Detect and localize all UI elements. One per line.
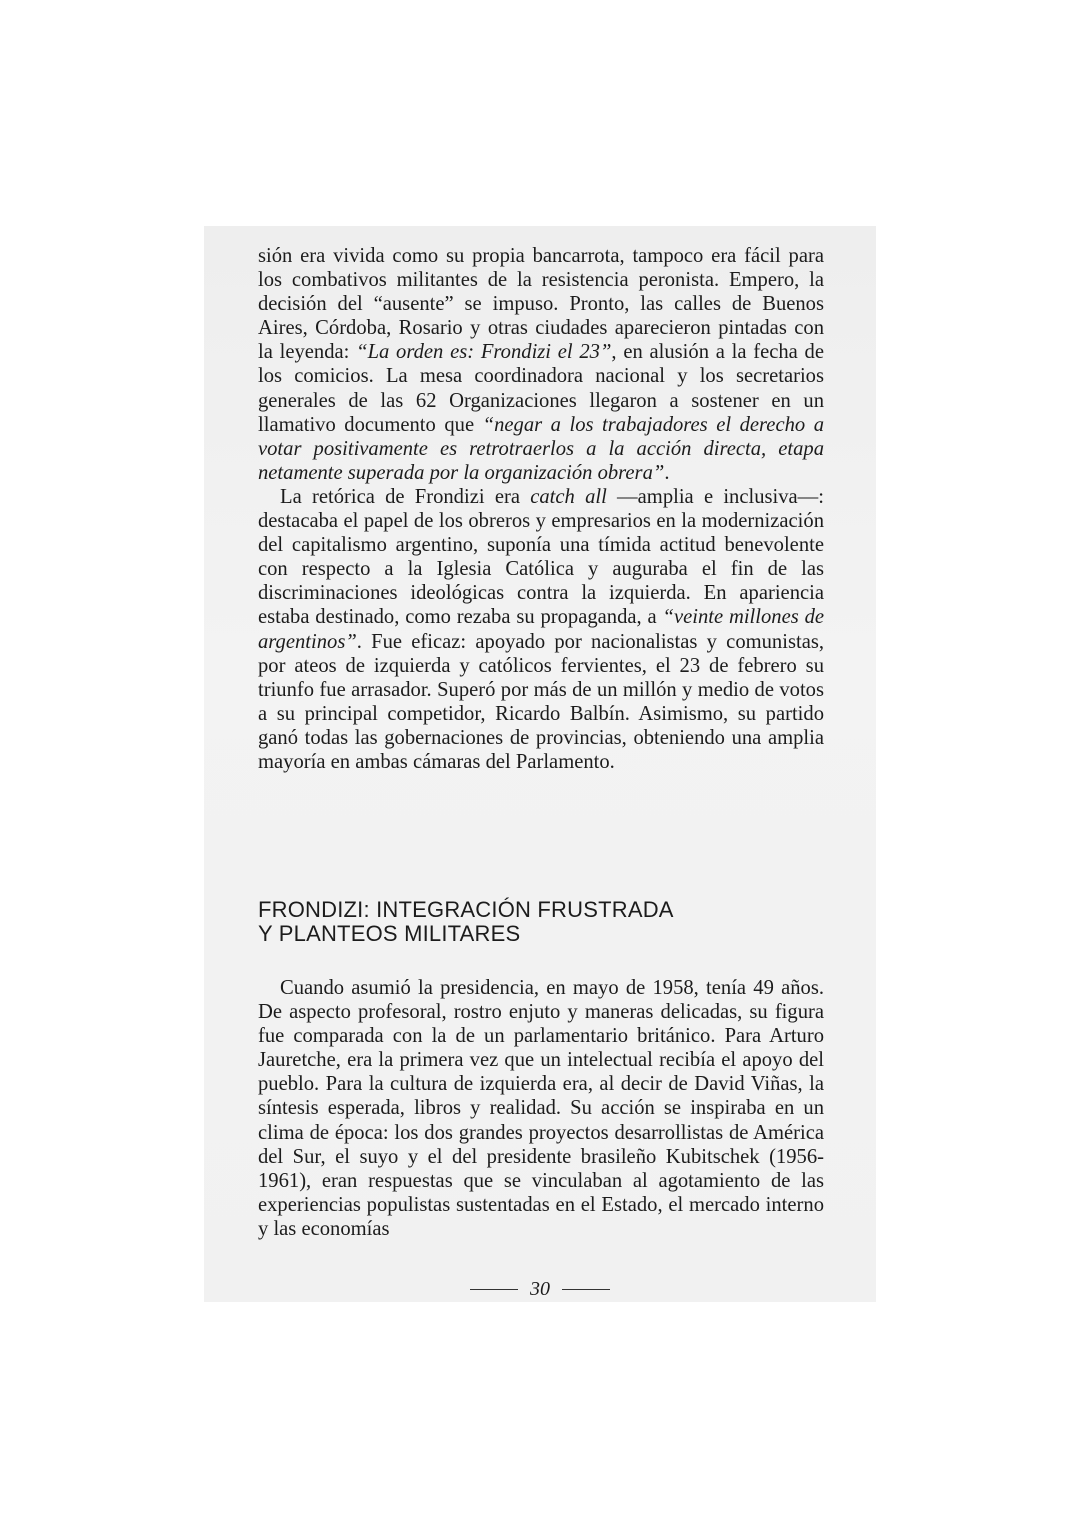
text-run: —amplia e inclusiva—: destacaba el papel de los obreros y empresarios en la modernización del capitalismo argentino, suponía una tímida actitud benevolente con respecto a la Iglesia Católica y auguraba el fin de las discriminaciones ideológicas contra la izquierda. En apariencia estaba destinado, como rezaba su propaganda, a — [258, 485, 824, 629]
body-text-top — [258, 244, 824, 774]
footer-rule-right — [562, 1289, 610, 1290]
heading-line-2: Y PLANTEOS MILITARES — [258, 921, 521, 946]
paragraph-rhetoric — [258, 485, 824, 774]
text-run: . Fue eficaz: apoyado por nacionalistas y comunistas, por ateos de izquierda y católicos fervientes, el 23 de febrero su triunfo fue arrasador. Superó por más de un millón y medio de votos a su principal competidor, Ricardo Balbín. Asimismo, su partido ganó todas las gobernaciones de provincias, obteniendo una amplia mayoría en ambas cámaras del Parlamento. — [258, 630, 824, 773]
body-text-bottom — [258, 976, 824, 1241]
text-run: La retórica de Frondizi era — [280, 485, 531, 508]
quoted-document: “negar a los trabajadores el derecho a votar positivamente es retrotraerlos a la acción directa, etapa netamente superada por la organización obrera” — [258, 413, 824, 484]
quoted-slogan: “La orden es: Frondizi el 23” — [356, 341, 612, 364]
section-heading — [258, 898, 824, 946]
paragraph-presidency: Cuando asumió la presidencia, en mayo de 1958, tenía 49 años. De aspecto profesoral, rostro enjuto y maneras delicadas, su figura fue comparada con la de un parlamentario británico. Para Arturo Jauretche, era la primera vez que un intelectual recibía el apoyo del pueblo. Para la cultura de izquierda era, al decir de David Viñas, la síntesis esperada, libros y realidad. Su acción se inspiraba en un clima de época: los dos grandes proyectos desarrollistas de América del Sur, el suyo y el del presidente brasileño Kubitschek (1956-1961), eran respuestas que se vinculaban al agotamiento de las experiencias populistas sustentadas en el Estado, el mercado interno y las economías — [258, 977, 824, 1240]
catch-all-term: catch all — [530, 485, 607, 508]
page-number: 30 — [530, 1278, 550, 1300]
text-run: sión era vivida como su propia bancarrota, tampoco era fácil para los combativos militantes de la resistencia peronista. Empero, la decisión del “ausente” se impuso. Pronto, las calles de Buenos Aires, Córdoba, Rosario y otras ciudades aparecieron pintadas con la leyenda: — [258, 245, 824, 364]
text-run: , en alusión a la fecha de los comicios. La mesa coordinadora nacional y los secretarios generales de las 62 Organizaciones llegaron a sostener en un llamativo documento que — [258, 341, 824, 436]
paragraph-continuation — [258, 244, 824, 485]
quoted-propaganda: “veinte millones de argentinos” — [258, 606, 825, 653]
footer-rule-left — [470, 1289, 518, 1290]
text-run: . — [664, 461, 670, 484]
page-footer — [420, 1278, 660, 1301]
heading-line-1: FRONDIZI: INTEGRACIÓN FRUSTRADA — [258, 897, 674, 922]
